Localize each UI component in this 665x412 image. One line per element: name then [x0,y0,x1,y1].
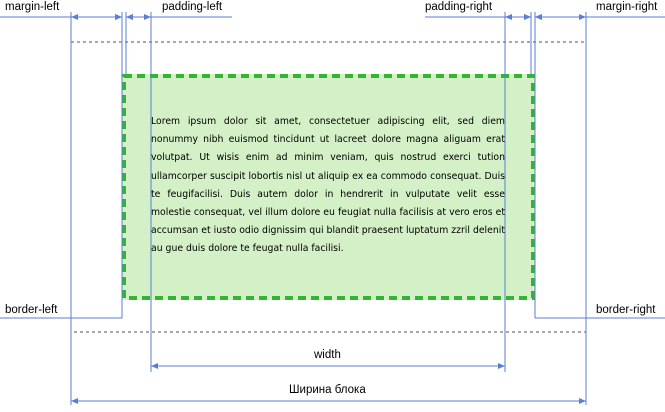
label-padding-right: padding-right [425,1,493,13]
label-block-width: Ширина блока [289,384,366,396]
label-margin-left: margin-left [5,1,60,13]
label-padding-left: padding-left [162,1,223,13]
label-border-right: border-right [596,304,656,316]
label-margin-right: margin-right [596,1,658,13]
label-border-left: border-left [5,304,58,316]
content-text: Lorem ipsum dolor sit amet, consectetuer adipiscing elit, sed diem nonummy nibh euismod tincidunt ut lacreet dolore magna aliguam erat volutpat. Ut wisis enim ad minim veniam, quis nostrud exerci tution ullamcorper suscipit lobortis nisl ut aliquip ex ea commodo consequat. Duis te feugifacilisi. Duis autem dolor in hendrerit in vulputate velit esse molestie consequat, vel illum dolore eu feugiat nulla facilisis at vero eros et accumsan et iusto odio dignissim qui blandit praesent luptatum zzril delenit au gue duis dolore te feugat nulla facilisi. [151,116,505,255]
label-width: width [314,349,341,361]
